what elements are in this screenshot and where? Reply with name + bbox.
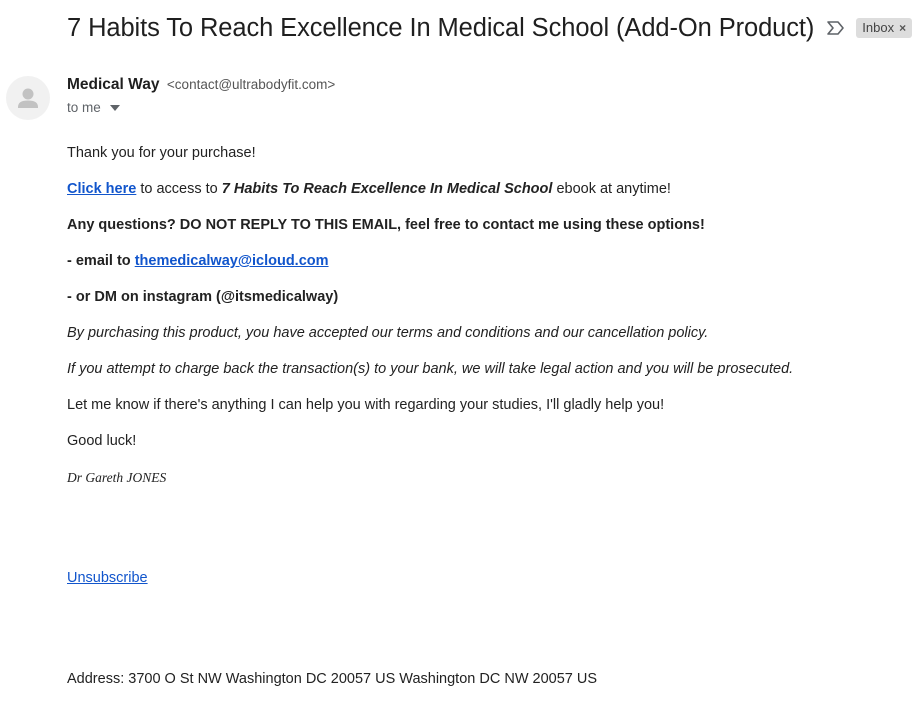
unsubscribe-line	[67, 570, 148, 586]
email-option-line	[67, 253, 329, 269]
address-line: Address: 3700 O St NW Washington DC 20057 US Washington DC NW 20057 US	[67, 671, 598, 687]
dm-option-line: - or DM on instagram (@itsmedicalway)	[67, 289, 339, 305]
signature: Dr Gareth JONES	[67, 470, 167, 485]
sender-line	[67, 76, 335, 94]
access-pre-text: to access to	[136, 181, 222, 197]
email-subject: 7 Habits To Reach Excellence In Medical School (Add-On Product)	[67, 13, 815, 42]
default-person-avatar-icon	[6, 76, 50, 120]
email-option-prefix: - email to	[67, 253, 135, 269]
terms-line: By purchasing this product, you have accepted our terms and conditions and our cancellation policy.	[67, 325, 709, 341]
sender-email: <contact@ultrabodyfit.com>	[166, 77, 336, 92]
contact-email-link[interactable]: themedicalway@icloud.com	[134, 253, 329, 269]
thanks-line: Thank you for your purchase!	[67, 145, 256, 161]
help-line: Let me know if there's anything I can help you with regarding your studies, I'll gladly help you!	[67, 397, 665, 413]
chevron-down-icon[interactable]	[110, 105, 120, 111]
inbox-label-text: Inbox	[862, 20, 895, 35]
good-luck-line: Good luck!	[67, 433, 137, 449]
chargeback-line: If you attempt to charge back the transaction(s) to your bank, we will take legal action and you will be prosecuted.	[67, 361, 794, 377]
access-post-text: ebook at anytime!	[552, 181, 671, 197]
click-here-link[interactable]: Click here	[67, 181, 137, 197]
ebook-title: 7 Habits To Reach Excellence In Medical School	[221, 181, 553, 197]
questions-line: Any questions? DO NOT REPLY TO THIS EMAIL, feel free to contact me using these options!	[67, 217, 705, 233]
access-line	[67, 181, 671, 197]
unsubscribe-link[interactable]: Unsubscribe	[67, 570, 148, 586]
email-header	[67, 10, 912, 46]
remove-label-button[interactable]: ×	[899, 21, 907, 35]
important-marker-icon[interactable]	[826, 20, 846, 36]
inbox-label-chip	[856, 18, 912, 38]
sender-avatar	[6, 76, 50, 120]
recipient-line	[67, 100, 120, 115]
recipient-text: to me	[67, 100, 101, 115]
sender-name[interactable]: Medical Way	[67, 76, 160, 93]
